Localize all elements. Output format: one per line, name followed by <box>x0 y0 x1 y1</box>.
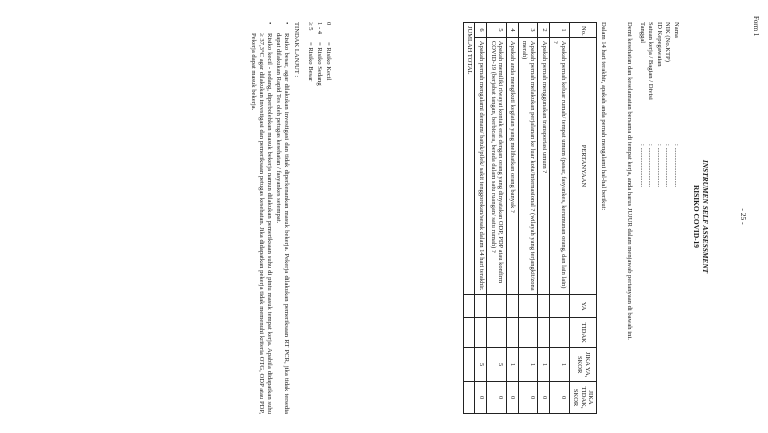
risk-scale-row <box>314 22 323 86</box>
score-tidak-cell: 0 <box>518 382 538 414</box>
answer-ya-cell[interactable] <box>518 295 538 318</box>
score-ya-cell: 5 <box>475 348 487 382</box>
score-ya-cell: 1 <box>538 348 550 382</box>
identity-row-nik <box>663 22 672 362</box>
row-question: Apakah anda mengikuti kegiatan yang melibatkan orang banyak ? <box>506 37 518 294</box>
identity-label: Satuan kerja / Bagian / Divisi <box>647 22 655 100</box>
table-row <box>518 23 538 414</box>
answer-tidak-cell[interactable] <box>518 318 538 348</box>
answer-tidak-cell[interactable] <box>538 318 550 348</box>
table-row <box>550 23 570 414</box>
row-question: Apakah pernah keluar rumah/ tempat umum (pasar, fasyankes, kerumunan orang, dan lain lain) ? <box>550 37 570 294</box>
answer-ya-cell[interactable] <box>475 295 487 318</box>
identity-label: Tanggal <box>638 22 646 44</box>
risk-scale-label: = Risiko Sedang <box>316 42 323 86</box>
table-row <box>475 23 487 414</box>
instruction-text: Dalam 14 hari terakhir, apakah anda pernah mengalami hal-hal berikut: <box>600 22 607 211</box>
page-number: - 25 - <box>739 208 748 225</box>
header-no: No. <box>569 23 596 38</box>
risk-scale-row <box>323 22 332 86</box>
answer-tidak-cell[interactable] <box>550 318 570 348</box>
form-label: Form 1 <box>752 16 760 37</box>
score-tidak-cell: 0 <box>487 382 507 414</box>
risk-scale-legend <box>305 22 332 86</box>
score-tidak-cell: 0 <box>475 382 487 414</box>
row-question: Apakah pernah menggunakan transportasi umum ? <box>538 37 550 294</box>
header-score-tidak: JIKA TIDAK, SKOR <box>569 382 596 414</box>
identity-value: : ........................ <box>655 144 663 188</box>
identity-value: : ........................ <box>647 144 655 188</box>
score-tidak-cell: 0 <box>538 382 550 414</box>
bullet-dot-icon: • <box>283 22 290 25</box>
identity-fields <box>637 22 680 362</box>
answer-tidak-cell[interactable] <box>475 318 487 348</box>
row-number: 5 <box>487 23 507 38</box>
answer-ya-cell[interactable] <box>487 295 507 318</box>
risk-scale-row <box>305 22 314 86</box>
total-tidak-cell <box>463 318 475 348</box>
score-ya-cell: 1 <box>550 348 570 382</box>
table-row <box>487 23 507 414</box>
identity-row-date <box>637 22 646 362</box>
identity-value: : ........................ <box>638 144 646 188</box>
row-number: 4 <box>506 23 518 38</box>
identity-row-employee-id <box>654 22 663 362</box>
row-question: Apakah memiliki riwayat kontak erat dengan orang yang dinyatakan ODP, PDP atau konfirm COVID-19 (berjabat tangan, berbicara, berada dalam satu ruangan/ satu rumah) ? <box>487 37 507 294</box>
follow-up-text: Risiko kecil - sedang, diperbolehkan masuk bekerja namun dilakukan pemeriksaan suhu di pintu masuk tempat kerja. Apabila didapatkan suhu ≥ 37,3°C agar dilakukan investigasi dan pemeriksaan petugas kesehatan. Jika didapatkan pekerja tidak memenuhi kriteria OTG, ODP atau PDP, Pekerja dapat masuk bekerja. <box>249 33 273 414</box>
identity-label: NIK (No.KTP) <box>664 22 672 62</box>
row-number: 3 <box>518 23 538 38</box>
intro-paragraph: Demi kesehatan dan keselamatan bersama di tempat kerja, anda harus JUJUR dalam menjawab pertanyaan di bawah ini. <box>626 22 633 340</box>
risk-scale-label: = Risiko Kecil <box>325 42 332 81</box>
answer-tidak-cell[interactable] <box>487 318 507 348</box>
identity-value: : ........................ <box>664 144 672 188</box>
risk-scale-range: ≥ 5 <box>307 22 314 31</box>
table-header-row <box>569 23 596 414</box>
identity-label: ID Kepegawaian <box>655 22 663 67</box>
row-number: 1 <box>550 23 570 38</box>
total-score-tidak-cell <box>463 382 475 414</box>
total-label: JUMLAH TOTAL <box>463 23 475 295</box>
row-question: Apakah pernah mengalami demam/ batuk/pilek/ sakit tenggorokan/sesak dalam 14 hari terakhir. <box>475 37 487 294</box>
list-item <box>274 22 290 414</box>
row-question: Apakah pernah melakukan perjalanan ke luar kota/internasional ? (wilayah yang terjangkit/zona merah) <box>518 37 538 294</box>
row-number: 2 <box>538 23 550 38</box>
bullet-dot-icon: • <box>265 22 273 25</box>
row-number: 6 <box>475 23 487 38</box>
document-title: INSTRUMEN SELF ASSESSMENT <box>701 159 710 274</box>
risk-scale-range: 1 - 4 <box>316 22 323 35</box>
header-tidak: TIDAK <box>569 318 596 348</box>
header-question: PERTANYAAN <box>569 37 596 294</box>
score-tidak-cell: 0 <box>506 382 518 414</box>
questionnaire-table <box>463 22 597 414</box>
identity-label: Nama <box>673 22 680 38</box>
header-score-ya: JIKA YA, SKOR <box>569 348 596 382</box>
list-item <box>249 22 273 414</box>
total-ya-cell <box>463 295 475 318</box>
document-subtitle: RISIKO COVID-19 <box>692 184 701 249</box>
total-row <box>463 23 475 414</box>
table-row <box>538 23 550 414</box>
answer-tidak-cell[interactable] <box>506 318 518 348</box>
risk-scale-range: 0 <box>325 22 332 26</box>
answer-ya-cell[interactable] <box>550 295 570 318</box>
header-ya: YA <box>569 295 596 318</box>
table-row <box>506 23 518 414</box>
identity-row-name <box>671 22 680 362</box>
score-tidak-cell: 0 <box>550 382 570 414</box>
follow-up-list <box>248 22 290 414</box>
total-score-ya-cell <box>463 348 475 382</box>
follow-up-text: Risiko besar, agar dilakukan investigasi dan tidak diperkenankan masuk bekerja. Pekerja dilakukan pemeriksaan RT PCR, jika tidak tersedia dapat dilakukan Rapid Tes oleh petugas kesehatan / fasyankes setempat. <box>274 33 290 414</box>
score-ya-cell: 1 <box>518 348 538 382</box>
follow-up-title: TINDAK LANJUT : <box>293 22 300 78</box>
answer-ya-cell[interactable] <box>506 295 518 318</box>
identity-row-work-unit <box>646 22 655 362</box>
answer-ya-cell[interactable] <box>538 295 550 318</box>
identity-value: : ........................ <box>673 144 680 188</box>
score-ya-cell: 1 <box>506 348 518 382</box>
score-ya-cell: 5 <box>487 348 507 382</box>
risk-scale-label: = Risiko Besar <box>307 42 314 82</box>
